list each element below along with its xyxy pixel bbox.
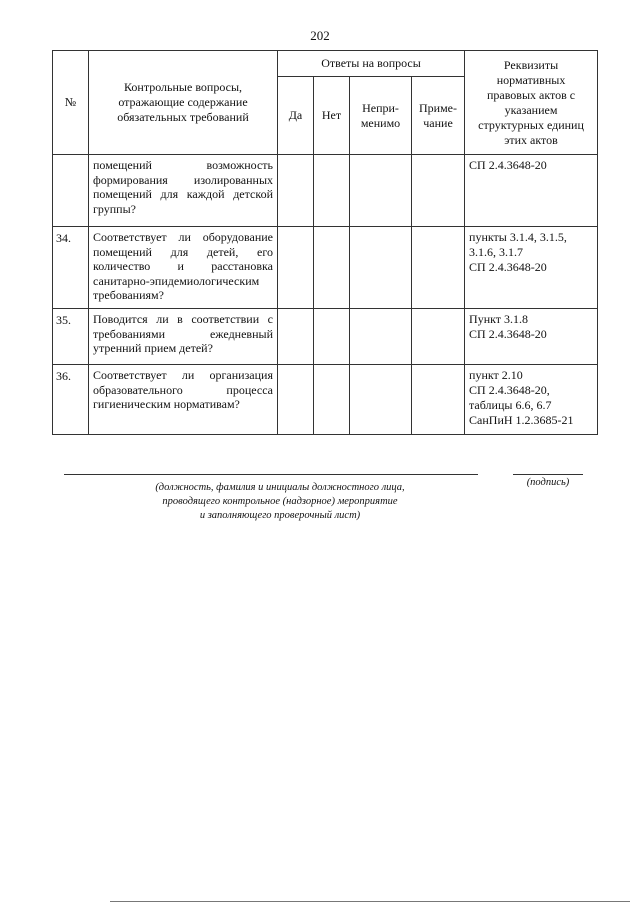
question-line: санитарно-эпидемиологическим xyxy=(93,273,260,288)
official-caption-line: проводящего контрольное (надзорное) мероприятие xyxy=(162,496,398,507)
question-line: требованиям? xyxy=(93,288,164,302)
answer-note-cell[interactable] xyxy=(412,227,465,309)
official-caption-line: и заполняющего проверочный лист) xyxy=(199,510,361,521)
header-requisites-line: нормативных xyxy=(496,72,566,87)
question-line: группы? xyxy=(93,201,136,216)
header-note xyxy=(412,77,465,155)
answer-note-cell[interactable] xyxy=(412,155,465,227)
row-number: 36. xyxy=(53,365,89,435)
header-question-line: отражающие содержание xyxy=(118,95,248,109)
row-question xyxy=(89,227,278,309)
requisites-line: СанПиН 1.2.3685-21 xyxy=(469,413,574,427)
table-row xyxy=(53,309,598,365)
answer-no-cell[interactable] xyxy=(314,227,350,309)
question-line: помещений для детей, его xyxy=(93,244,273,259)
table-row xyxy=(53,227,598,309)
header-yes: Да xyxy=(278,77,314,155)
checklist-table xyxy=(52,50,598,435)
header-not-applicable-line: менимо xyxy=(360,115,401,130)
header-answers-group: Ответы на вопросы xyxy=(278,51,465,77)
table-row xyxy=(53,155,598,227)
question-line: образовательного процесса xyxy=(93,382,273,397)
row-question xyxy=(89,309,278,365)
answer-yes-cell[interactable] xyxy=(278,365,314,435)
header-question-line: обязательных требований xyxy=(117,110,249,124)
answer-not-applicable-cell[interactable] xyxy=(350,309,412,365)
header-requisites-line: Реквизиты xyxy=(503,57,559,72)
requisites-line: таблицы 6.6, 6.7 xyxy=(469,398,552,412)
row-number: 34. xyxy=(53,227,89,309)
signature-line[interactable] xyxy=(513,474,583,475)
answer-not-applicable-cell[interactable] xyxy=(350,227,412,309)
requisites-line: СП 2.4.3648-20 xyxy=(469,260,547,274)
signature-caption: (подпись) xyxy=(526,477,570,488)
header-requisites xyxy=(465,51,598,155)
question-line: утренний прием детей? xyxy=(93,341,213,355)
table-row xyxy=(53,365,598,435)
answer-no-cell[interactable] xyxy=(314,365,350,435)
question-line: помещений возможность xyxy=(93,158,273,172)
answer-note-cell[interactable] xyxy=(412,309,465,365)
answer-yes-cell[interactable] xyxy=(278,309,314,365)
question-line: Соответствует ли организация xyxy=(93,368,273,382)
row-number xyxy=(53,155,89,227)
answer-no-cell[interactable] xyxy=(314,309,350,365)
row-requisites xyxy=(465,365,598,435)
header-requisites-line: правовых актов с xyxy=(486,87,576,102)
page-number: 202 xyxy=(310,28,330,43)
question-line: гигиеническим нормативам? xyxy=(93,397,240,411)
header-note-line: чание xyxy=(423,115,453,130)
row-number: 35. xyxy=(53,309,89,365)
requisites-line: Пункт 3.1.8 xyxy=(469,312,529,326)
requisites-line: СП 2.4.3648-20 xyxy=(469,327,547,341)
question-line: помещений для каждой детской xyxy=(93,187,273,201)
answer-note-cell[interactable] xyxy=(412,365,465,435)
row-requisites xyxy=(465,155,598,227)
header-note-line: Приме- xyxy=(419,100,458,115)
header-requisites-line: указанием xyxy=(504,102,558,117)
header-question xyxy=(89,51,278,155)
row-question xyxy=(89,365,278,435)
requisites-line: пункты 3.1.4, 3.1.5, xyxy=(469,230,567,244)
requisites-line: СП 2.4.3648-20 xyxy=(469,158,547,172)
header-number: № xyxy=(53,51,89,155)
question-line: Соответствует ли оборудование xyxy=(93,230,273,244)
answer-yes-cell[interactable] xyxy=(278,227,314,309)
answer-not-applicable-cell[interactable] xyxy=(350,365,412,435)
header-no: Нет xyxy=(314,77,350,155)
header-question-line: Контрольные вопросы, xyxy=(123,80,243,94)
scan-edge-line xyxy=(110,901,630,902)
answer-yes-cell[interactable] xyxy=(278,155,314,227)
question-line: требованиями ежедневный xyxy=(93,326,273,341)
row-question xyxy=(89,155,278,227)
official-caption-line: (должность, фамилия и инициалы должностного лица, xyxy=(155,482,405,493)
official-caption xyxy=(120,481,440,523)
answer-no-cell[interactable] xyxy=(314,155,350,227)
header-not-applicable-line: Непри- xyxy=(362,100,399,115)
row-requisites xyxy=(465,227,598,309)
header-not-applicable xyxy=(350,77,412,155)
answer-not-applicable-cell[interactable] xyxy=(350,155,412,227)
header-row-1 xyxy=(53,51,598,77)
row-requisites xyxy=(465,309,598,365)
header-requisites-line: этих актов xyxy=(504,132,558,147)
requisites-line: пункт 2.10 xyxy=(469,368,523,382)
official-signature-line[interactable] xyxy=(64,474,478,475)
requisites-line: 3.1.6, 3.1.7 xyxy=(469,245,524,259)
question-line: количество и расстановка xyxy=(93,259,273,273)
question-line: формирования изолированных xyxy=(93,172,273,187)
question-line: Поводится ли в соответствии с xyxy=(93,312,273,326)
requisites-line: СП 2.4.3648-20, xyxy=(469,383,550,397)
header-requisites-line: структурных единиц xyxy=(478,117,584,132)
